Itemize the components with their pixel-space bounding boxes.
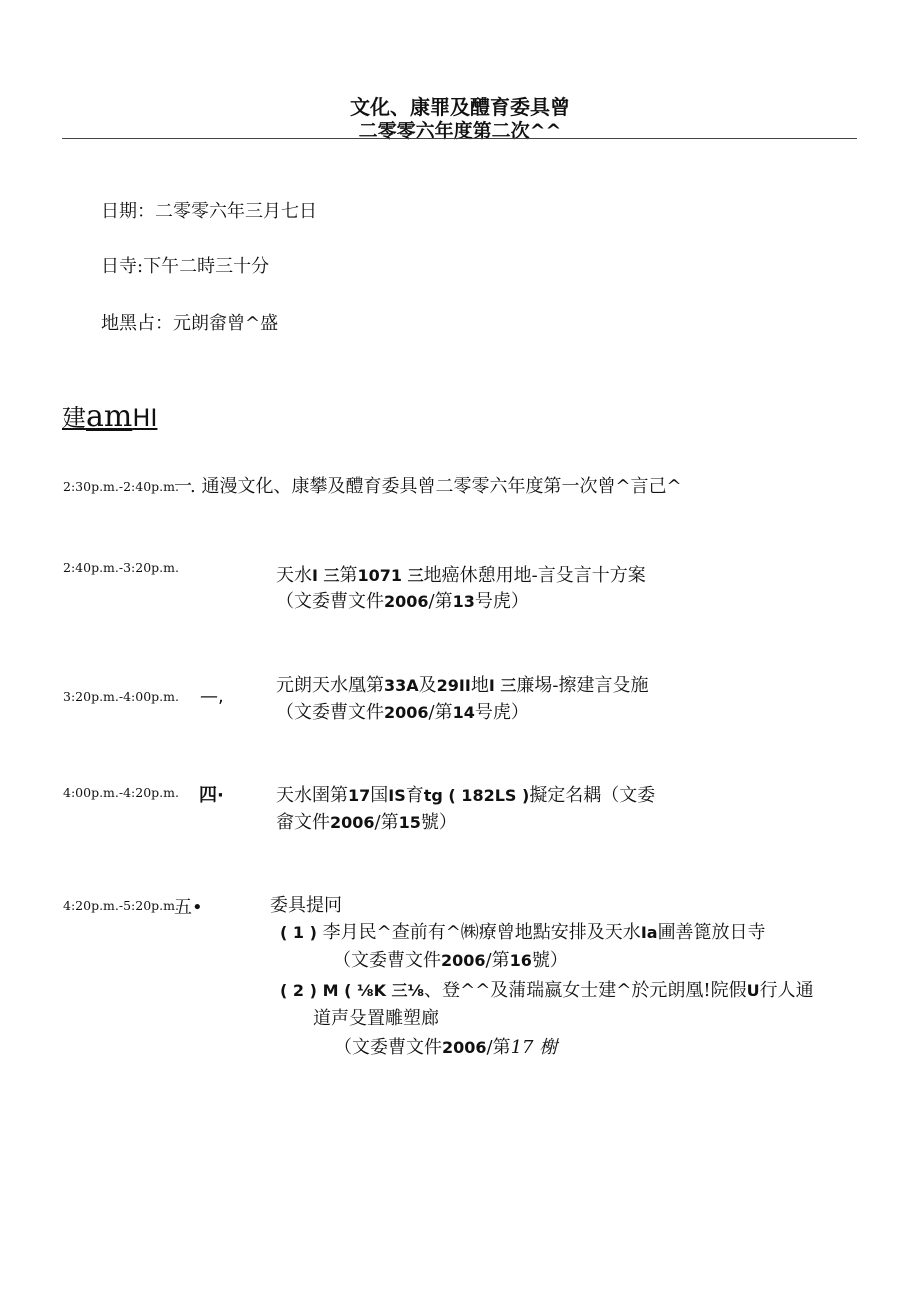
agenda-item-time: 4:00p.m.-4:20p.m. bbox=[63, 785, 179, 800]
agenda-item-doc-ref: 畲文件2006/第15號） bbox=[276, 812, 457, 833]
agenda-item-time: 2:40p.m.-3:20p.m. bbox=[63, 560, 179, 575]
agenda-item-time: 2:30p.m.-2:40p.m. bbox=[63, 479, 179, 494]
agenda-heading-part-a: 建 bbox=[62, 404, 86, 432]
meeting-time: 日寺:下午二時三十分 bbox=[101, 256, 270, 277]
agenda-item-number: 五• bbox=[174, 897, 203, 918]
agenda-item-number: 四· bbox=[199, 785, 224, 806]
header-divider bbox=[62, 138, 857, 139]
agenda-item-line-1: 天水圉第17国IS育tg ( 182LS )擬定名耦（文委 bbox=[276, 785, 656, 806]
agenda-subitem-2: ( 2 ) M ( ⅛K 三⅛、登^^及蒲瑞嬴女士建^於元朗凰!院假U行人通 bbox=[280, 980, 814, 1001]
agenda-item-text: . 通漫文化、康攀及醴育委具曾二零零六年度第一次曾^言己^ bbox=[190, 476, 682, 497]
agenda-item-doc-ref: （文委曹文件2006/第14号虎） bbox=[276, 702, 529, 723]
agenda-subitem-1-doc-ref: （文委曹文件2006/第16號） bbox=[333, 950, 568, 971]
agenda-subitem-2-doc-ref: （文委曹文件2006/第17 榭 bbox=[334, 1037, 558, 1058]
agenda-item-line-1: 元朗天水凰第33A及29II地I 三廉埸-擦建言殳施 bbox=[276, 675, 649, 696]
meeting-subtitle: 二零零六年度第二次^^ bbox=[358, 120, 562, 142]
agenda-item-number: —, bbox=[200, 686, 224, 707]
agenda-item-time: 3:20p.m.-4:00p.m. bbox=[63, 689, 179, 704]
agenda-item-doc-ref: （文委曹文件2006/第13号虎） bbox=[276, 591, 529, 612]
agenda-item-heading: 委具提冋 bbox=[270, 895, 342, 916]
agenda-item-line-1: 天水I 三第1071 三地癌休憩用地-言殳言十方案 bbox=[276, 565, 646, 586]
agenda-heading bbox=[62, 398, 157, 434]
agenda-subitem-1: ( 1 ) 李月民^查前有^㈱療曾地點安排及天水Ia圃善篦放日寺 bbox=[280, 922, 766, 943]
agenda-heading-part-c: HI bbox=[132, 404, 158, 432]
agenda-subitem-2-line-2: 道声殳置雕塑廊 bbox=[313, 1008, 439, 1029]
agenda-item-time: 4:20p.m.-5:20p.m. bbox=[63, 898, 179, 913]
meeting-venue: 地黑占：元朗畲曾^盛 bbox=[101, 313, 279, 334]
agenda-heading-part-b: am bbox=[86, 399, 133, 434]
meeting-date: 日期：二零零六年三月七日 bbox=[101, 201, 317, 222]
meeting-title: 文化、康罪及醴育委具曾 bbox=[350, 95, 570, 119]
agenda-item-number: 一 bbox=[174, 476, 192, 497]
